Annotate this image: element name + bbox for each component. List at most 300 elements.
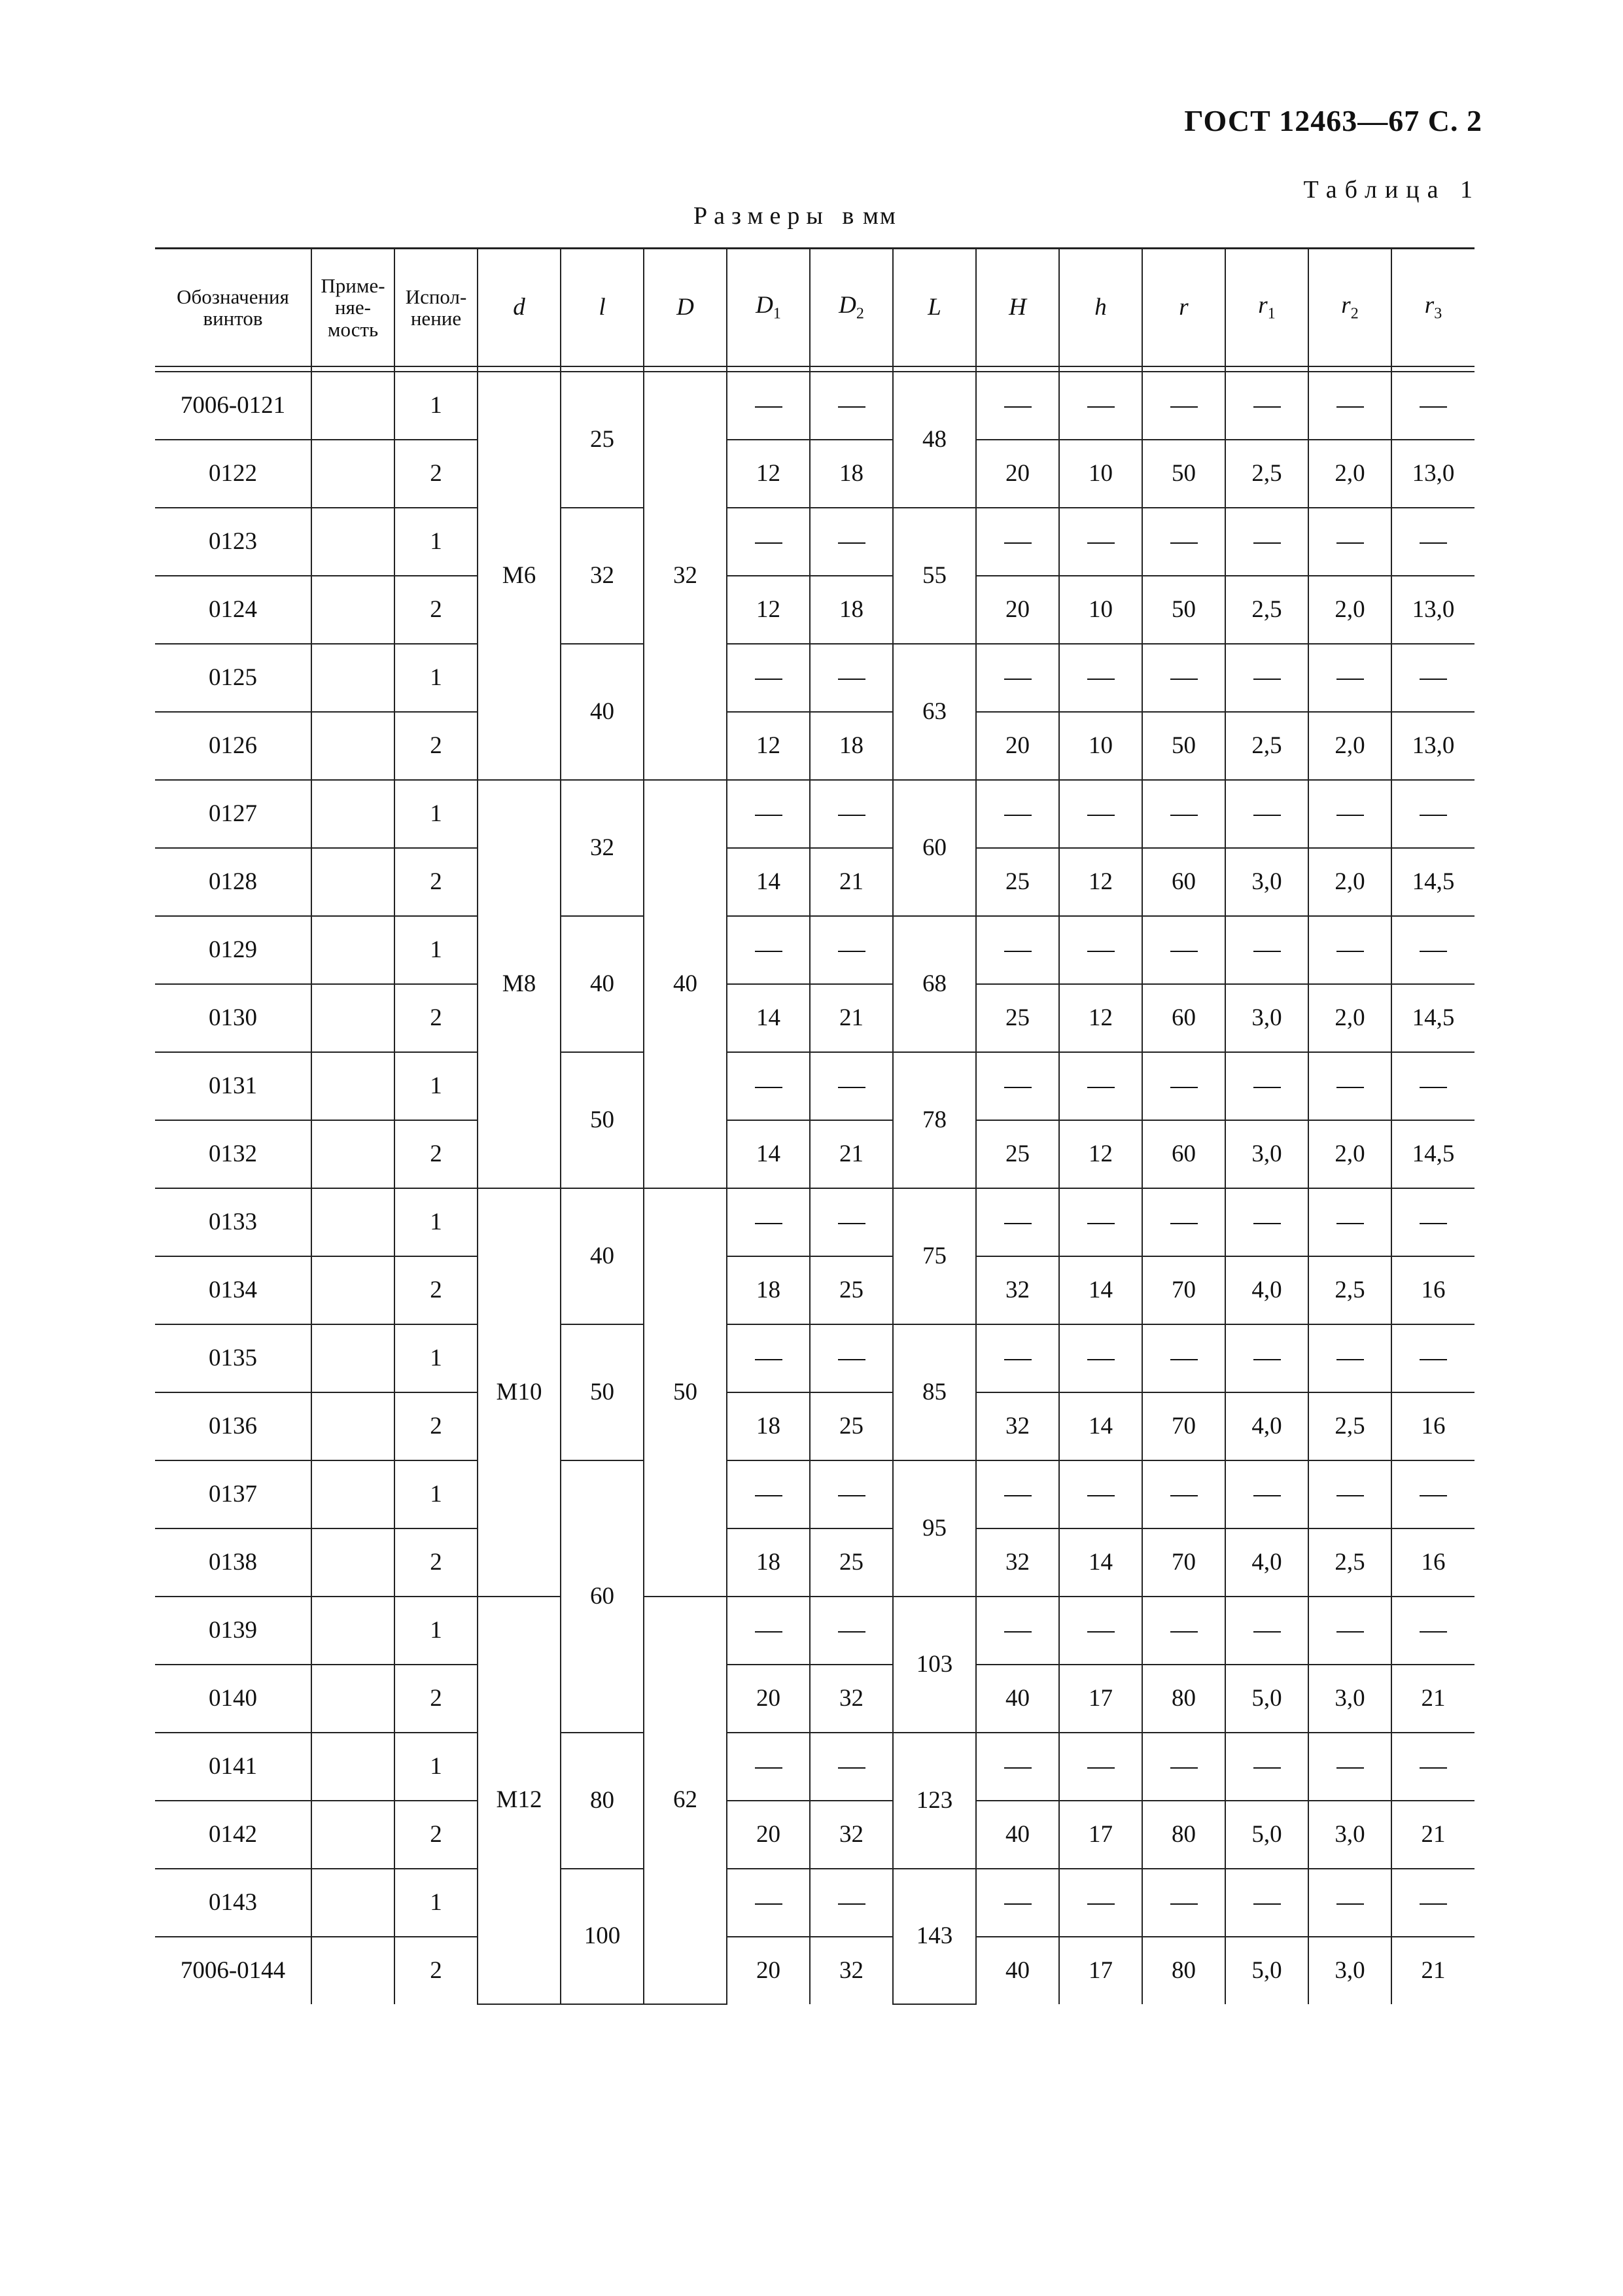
cell-applicability (311, 1460, 394, 1528)
col-applicability: Приме- няе- мость (311, 249, 394, 367)
cell-r2 (1308, 1052, 1391, 1120)
dash-mark (1253, 1903, 1281, 1905)
cell-r (1142, 508, 1225, 576)
cell-applicability (311, 1256, 394, 1324)
cell-designation: 0134 (155, 1256, 311, 1324)
cell-r3: 13,0 (1391, 440, 1475, 508)
table-row (155, 712, 1475, 780)
cell-r3: 21 (1391, 1801, 1475, 1869)
cell-H: 25 (976, 984, 1059, 1052)
cell-H (976, 1188, 1059, 1256)
cell-h: 12 (1059, 984, 1142, 1052)
dash-mark (1170, 406, 1198, 408)
cell-r1 (1225, 1733, 1308, 1801)
cell-applicability (311, 1528, 394, 1597)
cell-designation: 0140 (155, 1665, 311, 1733)
cell-D2: 18 (810, 712, 893, 780)
cell-D2 (810, 1460, 893, 1528)
cell-h: 14 (1059, 1392, 1142, 1460)
cell-l: 80 (561, 1733, 644, 1869)
cell-execution: 2 (394, 1392, 478, 1460)
dash-mark (1087, 951, 1115, 952)
table-row (155, 372, 1475, 440)
cell-D1 (727, 916, 810, 984)
cell-r2: 3,0 (1308, 1665, 1391, 1733)
cell-D1 (727, 1869, 810, 1937)
dash-mark (755, 951, 782, 952)
cell-l: 50 (561, 1052, 644, 1188)
dash-mark (1336, 679, 1364, 680)
cell-r2 (1308, 372, 1391, 440)
cell-r (1142, 1869, 1225, 1937)
cell-execution: 1 (394, 1188, 478, 1256)
cell-D2 (810, 644, 893, 712)
cell-r2 (1308, 508, 1391, 576)
table-row (155, 984, 1475, 1052)
cell-applicability (311, 1597, 394, 1665)
cell-D2 (810, 372, 893, 440)
table-row (155, 1460, 1475, 1528)
dash-mark (1004, 1359, 1032, 1360)
cell-applicability (311, 1052, 394, 1120)
cell-r: 60 (1142, 1120, 1225, 1188)
col-D1-sub: 1 (773, 305, 781, 323)
dash-mark (1336, 1903, 1364, 1905)
cell-r1 (1225, 1324, 1308, 1392)
cell-D1 (727, 780, 810, 848)
table-row (155, 440, 1475, 508)
dash-mark (1004, 1495, 1032, 1496)
cell-D2 (810, 508, 893, 576)
cell-execution: 2 (394, 1665, 478, 1733)
cell-designation: 0139 (155, 1597, 311, 1665)
cell-r (1142, 644, 1225, 712)
units-suffix: в мм (842, 202, 897, 230)
cell-r (1142, 1733, 1225, 1801)
cell-execution: 1 (394, 780, 478, 848)
dash-mark (1420, 542, 1447, 544)
cell-D1 (727, 1052, 810, 1120)
dash-mark (1087, 679, 1115, 680)
dash-mark (1170, 542, 1198, 544)
dash-mark (1336, 1767, 1364, 1769)
dash-mark (1420, 1767, 1447, 1769)
cell-d: M6 (478, 372, 561, 780)
dash-mark (1336, 542, 1364, 544)
cell-D2 (810, 1188, 893, 1256)
cell-execution: 2 (394, 1528, 478, 1597)
cell-h (1059, 1597, 1142, 1665)
dash-mark (838, 406, 865, 408)
col-designation: Обозначения винтов (155, 249, 311, 367)
cell-H: 40 (976, 1665, 1059, 1733)
cell-r1 (1225, 1052, 1308, 1120)
col-D1 (727, 249, 810, 367)
cell-h: 14 (1059, 1256, 1142, 1324)
cell-D1: 20 (727, 1665, 810, 1733)
col-h: h (1059, 249, 1142, 367)
dash-mark (1170, 1767, 1198, 1769)
dash-mark (1420, 951, 1447, 952)
cell-r2 (1308, 1324, 1391, 1392)
cell-applicability (311, 1188, 394, 1256)
cell-H (976, 916, 1059, 984)
col-D2 (810, 249, 893, 367)
dash-mark (838, 1495, 865, 1496)
cell-h: 12 (1059, 848, 1142, 916)
cell-l: 50 (561, 1324, 644, 1460)
dash-mark (1253, 1087, 1281, 1088)
col-r3-letter: r (1424, 292, 1435, 319)
col-D1-letter: D (756, 292, 773, 319)
cell-d: M12 (478, 1597, 561, 2004)
cell-h (1059, 1869, 1142, 1937)
cell-applicability (311, 1665, 394, 1733)
cell-execution: 1 (394, 1324, 478, 1392)
dash-mark (1170, 1631, 1198, 1633)
cell-r2: 2,0 (1308, 984, 1391, 1052)
dash-mark (1420, 679, 1447, 680)
table-label: Таблица 1 (1303, 176, 1480, 203)
dash-mark (1004, 406, 1032, 408)
table-row (155, 1052, 1475, 1120)
cell-r1 (1225, 644, 1308, 712)
table-row (155, 1869, 1475, 1937)
cell-applicability (311, 1869, 394, 1937)
cell-r (1142, 780, 1225, 848)
cell-applicability (311, 780, 394, 848)
cell-D1: 18 (727, 1528, 810, 1597)
cell-r3 (1391, 916, 1475, 984)
cell-d: M10 (478, 1188, 561, 1597)
dash-mark (838, 542, 865, 544)
dash-mark (1087, 1223, 1115, 1224)
dash-mark (1336, 1631, 1364, 1633)
cell-execution: 2 (394, 576, 478, 644)
col-D2-letter: D (839, 292, 856, 319)
cell-h: 10 (1059, 712, 1142, 780)
col-r2 (1308, 249, 1391, 367)
table-row (155, 1733, 1475, 1801)
cell-l: 32 (561, 780, 644, 916)
dash-mark (755, 1767, 782, 1769)
cell-L: 78 (893, 1052, 976, 1188)
dash-mark (1253, 1223, 1281, 1224)
cell-h (1059, 644, 1142, 712)
cell-applicability (311, 508, 394, 576)
cell-L: 95 (893, 1460, 976, 1597)
cell-applicability (311, 372, 394, 440)
cell-r: 50 (1142, 712, 1225, 780)
cell-r1: 2,5 (1225, 440, 1308, 508)
cell-r: 80 (1142, 1801, 1225, 1869)
cell-execution: 1 (394, 1733, 478, 1801)
dash-mark (838, 1223, 865, 1224)
cell-r3: 21 (1391, 1937, 1475, 2004)
table-row (155, 1256, 1475, 1324)
cell-r2 (1308, 1188, 1391, 1256)
dash-mark (838, 951, 865, 952)
dash-mark (1004, 815, 1032, 816)
cell-r1: 4,0 (1225, 1392, 1308, 1460)
cell-r1: 5,0 (1225, 1801, 1308, 1869)
cell-r3: 14,5 (1391, 848, 1475, 916)
cell-H: 40 (976, 1937, 1059, 2004)
cell-D2: 21 (810, 1120, 893, 1188)
cell-r2 (1308, 780, 1391, 848)
cell-execution: 1 (394, 508, 478, 576)
cell-r (1142, 1052, 1225, 1120)
cell-D2: 32 (810, 1801, 893, 1869)
dash-mark (1253, 406, 1281, 408)
cell-r3 (1391, 780, 1475, 848)
cell-D1: 18 (727, 1256, 810, 1324)
cell-r2: 3,0 (1308, 1801, 1391, 1869)
dash-mark (1253, 815, 1281, 816)
table-row (155, 848, 1475, 916)
cell-h: 14 (1059, 1528, 1142, 1597)
cell-D1 (727, 1733, 810, 1801)
cell-r (1142, 1460, 1225, 1528)
dash-mark (1420, 406, 1447, 408)
cell-D1: 14 (727, 1120, 810, 1188)
cell-r (1142, 1597, 1225, 1665)
cell-H (976, 644, 1059, 712)
dash-mark (1253, 1767, 1281, 1769)
dash-mark (838, 1903, 865, 1905)
dash-mark (1170, 1223, 1198, 1224)
cell-r3 (1391, 1733, 1475, 1801)
cell-designation: 0136 (155, 1392, 311, 1460)
cell-L: 55 (893, 508, 976, 644)
cell-designation: 0127 (155, 780, 311, 848)
cell-r2: 2,0 (1308, 848, 1391, 916)
dash-mark (1004, 1223, 1032, 1224)
cell-D2: 25 (810, 1392, 893, 1460)
cell-r2: 2,0 (1308, 1120, 1391, 1188)
col-r2-letter: r (1341, 292, 1351, 319)
dash-mark (1004, 542, 1032, 544)
cell-r2 (1308, 1460, 1391, 1528)
dash-mark (1253, 1359, 1281, 1360)
dash-mark (1004, 1631, 1032, 1633)
cell-r1 (1225, 916, 1308, 984)
cell-r1: 2,5 (1225, 712, 1308, 780)
cell-designation: 0130 (155, 984, 311, 1052)
dash-mark (838, 1631, 865, 1633)
dash-mark (1336, 1495, 1364, 1496)
cell-r3: 13,0 (1391, 712, 1475, 780)
cell-designation: 0126 (155, 712, 311, 780)
cell-r1 (1225, 1597, 1308, 1665)
cell-execution: 1 (394, 372, 478, 440)
cell-D2 (810, 1733, 893, 1801)
table-row (155, 1120, 1475, 1188)
cell-designation: 0125 (155, 644, 311, 712)
cell-execution: 1 (394, 1052, 478, 1120)
cell-D2 (810, 1597, 893, 1665)
cell-H: 32 (976, 1256, 1059, 1324)
table-row (155, 1937, 1475, 2004)
dash-mark (1420, 1631, 1447, 1633)
cell-applicability (311, 440, 394, 508)
cell-r2 (1308, 644, 1391, 712)
cell-execution: 1 (394, 1460, 478, 1528)
dash-mark (755, 1087, 782, 1088)
cell-D1: 14 (727, 848, 810, 916)
cell-r2: 2,5 (1308, 1392, 1391, 1460)
cell-L: 48 (893, 372, 976, 508)
cell-r3 (1391, 1188, 1475, 1256)
dash-mark (1420, 1087, 1447, 1088)
cell-h (1059, 780, 1142, 848)
dash-mark (1420, 815, 1447, 816)
cell-applicability (311, 644, 394, 712)
cell-r: 70 (1142, 1528, 1225, 1597)
dash-mark (1087, 542, 1115, 544)
cell-execution: 2 (394, 440, 478, 508)
cell-H (976, 508, 1059, 576)
dash-mark (755, 1631, 782, 1633)
cell-r (1142, 1188, 1225, 1256)
cell-h (1059, 916, 1142, 984)
dash-mark (1170, 1903, 1198, 1905)
cell-r2: 2,0 (1308, 440, 1391, 508)
dash-mark (755, 1495, 782, 1496)
cell-H (976, 372, 1059, 440)
cell-H (976, 780, 1059, 848)
cell-h: 12 (1059, 1120, 1142, 1188)
cell-h (1059, 508, 1142, 576)
cell-L: 60 (893, 780, 976, 916)
dash-mark (1170, 815, 1198, 816)
cell-designation: 0143 (155, 1869, 311, 1937)
table-row (155, 508, 1475, 576)
table-row (155, 1528, 1475, 1597)
dash-mark (1004, 1087, 1032, 1088)
dash-mark (838, 1359, 865, 1360)
cell-H: 25 (976, 1120, 1059, 1188)
cell-r3 (1391, 372, 1475, 440)
cell-D2: 18 (810, 440, 893, 508)
cell-D1 (727, 372, 810, 440)
cell-execution: 1 (394, 644, 478, 712)
cell-applicability (311, 1733, 394, 1801)
cell-applicability (311, 1392, 394, 1460)
dash-mark (1087, 1087, 1115, 1088)
cell-applicability (311, 576, 394, 644)
cell-H (976, 1052, 1059, 1120)
cell-execution: 2 (394, 984, 478, 1052)
cell-D1: 14 (727, 984, 810, 1052)
dash-mark (1253, 951, 1281, 952)
cell-L: 68 (893, 916, 976, 1052)
cell-D2: 18 (810, 576, 893, 644)
document-header: ГОСТ 12463—67 С. 2 (1184, 104, 1482, 137)
cell-designation: 0128 (155, 848, 311, 916)
cell-r1: 3,0 (1225, 984, 1308, 1052)
dash-mark (1253, 542, 1281, 544)
cell-applicability (311, 712, 394, 780)
cell-h: 10 (1059, 440, 1142, 508)
cell-r1: 5,0 (1225, 1665, 1308, 1733)
dash-mark (1087, 815, 1115, 816)
table-row (155, 1324, 1475, 1392)
cell-r2: 2,5 (1308, 1256, 1391, 1324)
cell-execution: 2 (394, 1801, 478, 1869)
cell-H (976, 1733, 1059, 1801)
col-r3-sub: 3 (1434, 305, 1442, 323)
table-row (155, 1188, 1475, 1256)
cell-execution: 2 (394, 1120, 478, 1188)
cell-h (1059, 1324, 1142, 1392)
dash-mark (838, 815, 865, 816)
dash-mark (1170, 679, 1198, 680)
cell-r3: 16 (1391, 1528, 1475, 1597)
dash-mark (1087, 1631, 1115, 1633)
cell-L: 63 (893, 644, 976, 780)
cell-D2: 32 (810, 1937, 893, 2004)
col-D: D (644, 249, 727, 367)
dimensions-table (155, 247, 1475, 2005)
cell-D1: 12 (727, 440, 810, 508)
col-D2-sub: 2 (856, 305, 864, 323)
dash-mark (1336, 1223, 1364, 1224)
dash-mark (1253, 1495, 1281, 1496)
dash-mark (1087, 406, 1115, 408)
cell-H (976, 1460, 1059, 1528)
cell-r3 (1391, 1324, 1475, 1392)
dash-mark (755, 406, 782, 408)
cell-H: 25 (976, 848, 1059, 916)
cell-L: 103 (893, 1597, 976, 1733)
cell-r2 (1308, 1869, 1391, 1937)
table-row (155, 780, 1475, 848)
cell-applicability (311, 1937, 394, 2004)
units-prefix: Размеры (693, 202, 829, 230)
cell-execution: 2 (394, 1256, 478, 1324)
cell-D1: 12 (727, 576, 810, 644)
cell-L: 85 (893, 1324, 976, 1460)
cell-l: 40 (561, 644, 644, 780)
cell-designation: 0124 (155, 576, 311, 644)
cell-D2 (810, 1052, 893, 1120)
cell-D: 40 (644, 780, 727, 1188)
cell-r2 (1308, 1597, 1391, 1665)
cell-applicability (311, 1120, 394, 1188)
dash-mark (1420, 1903, 1447, 1905)
dash-mark (755, 1903, 782, 1905)
dash-mark (1420, 1223, 1447, 1224)
cell-h (1059, 1733, 1142, 1801)
dash-mark (1004, 679, 1032, 680)
dash-mark (1004, 951, 1032, 952)
cell-D1 (727, 508, 810, 576)
cell-r3: 13,0 (1391, 576, 1475, 644)
cell-r3: 16 (1391, 1392, 1475, 1460)
dash-mark (755, 1223, 782, 1224)
cell-r1 (1225, 508, 1308, 576)
header-rule-row (155, 366, 1475, 372)
cell-D1 (727, 1188, 810, 1256)
cell-l: 100 (561, 1869, 644, 2004)
cell-r1 (1225, 372, 1308, 440)
cell-r: 80 (1142, 1937, 1225, 2004)
dash-mark (1004, 1767, 1032, 1769)
cell-D2 (810, 1324, 893, 1392)
cell-h: 17 (1059, 1665, 1142, 1733)
cell-l: 32 (561, 508, 644, 644)
